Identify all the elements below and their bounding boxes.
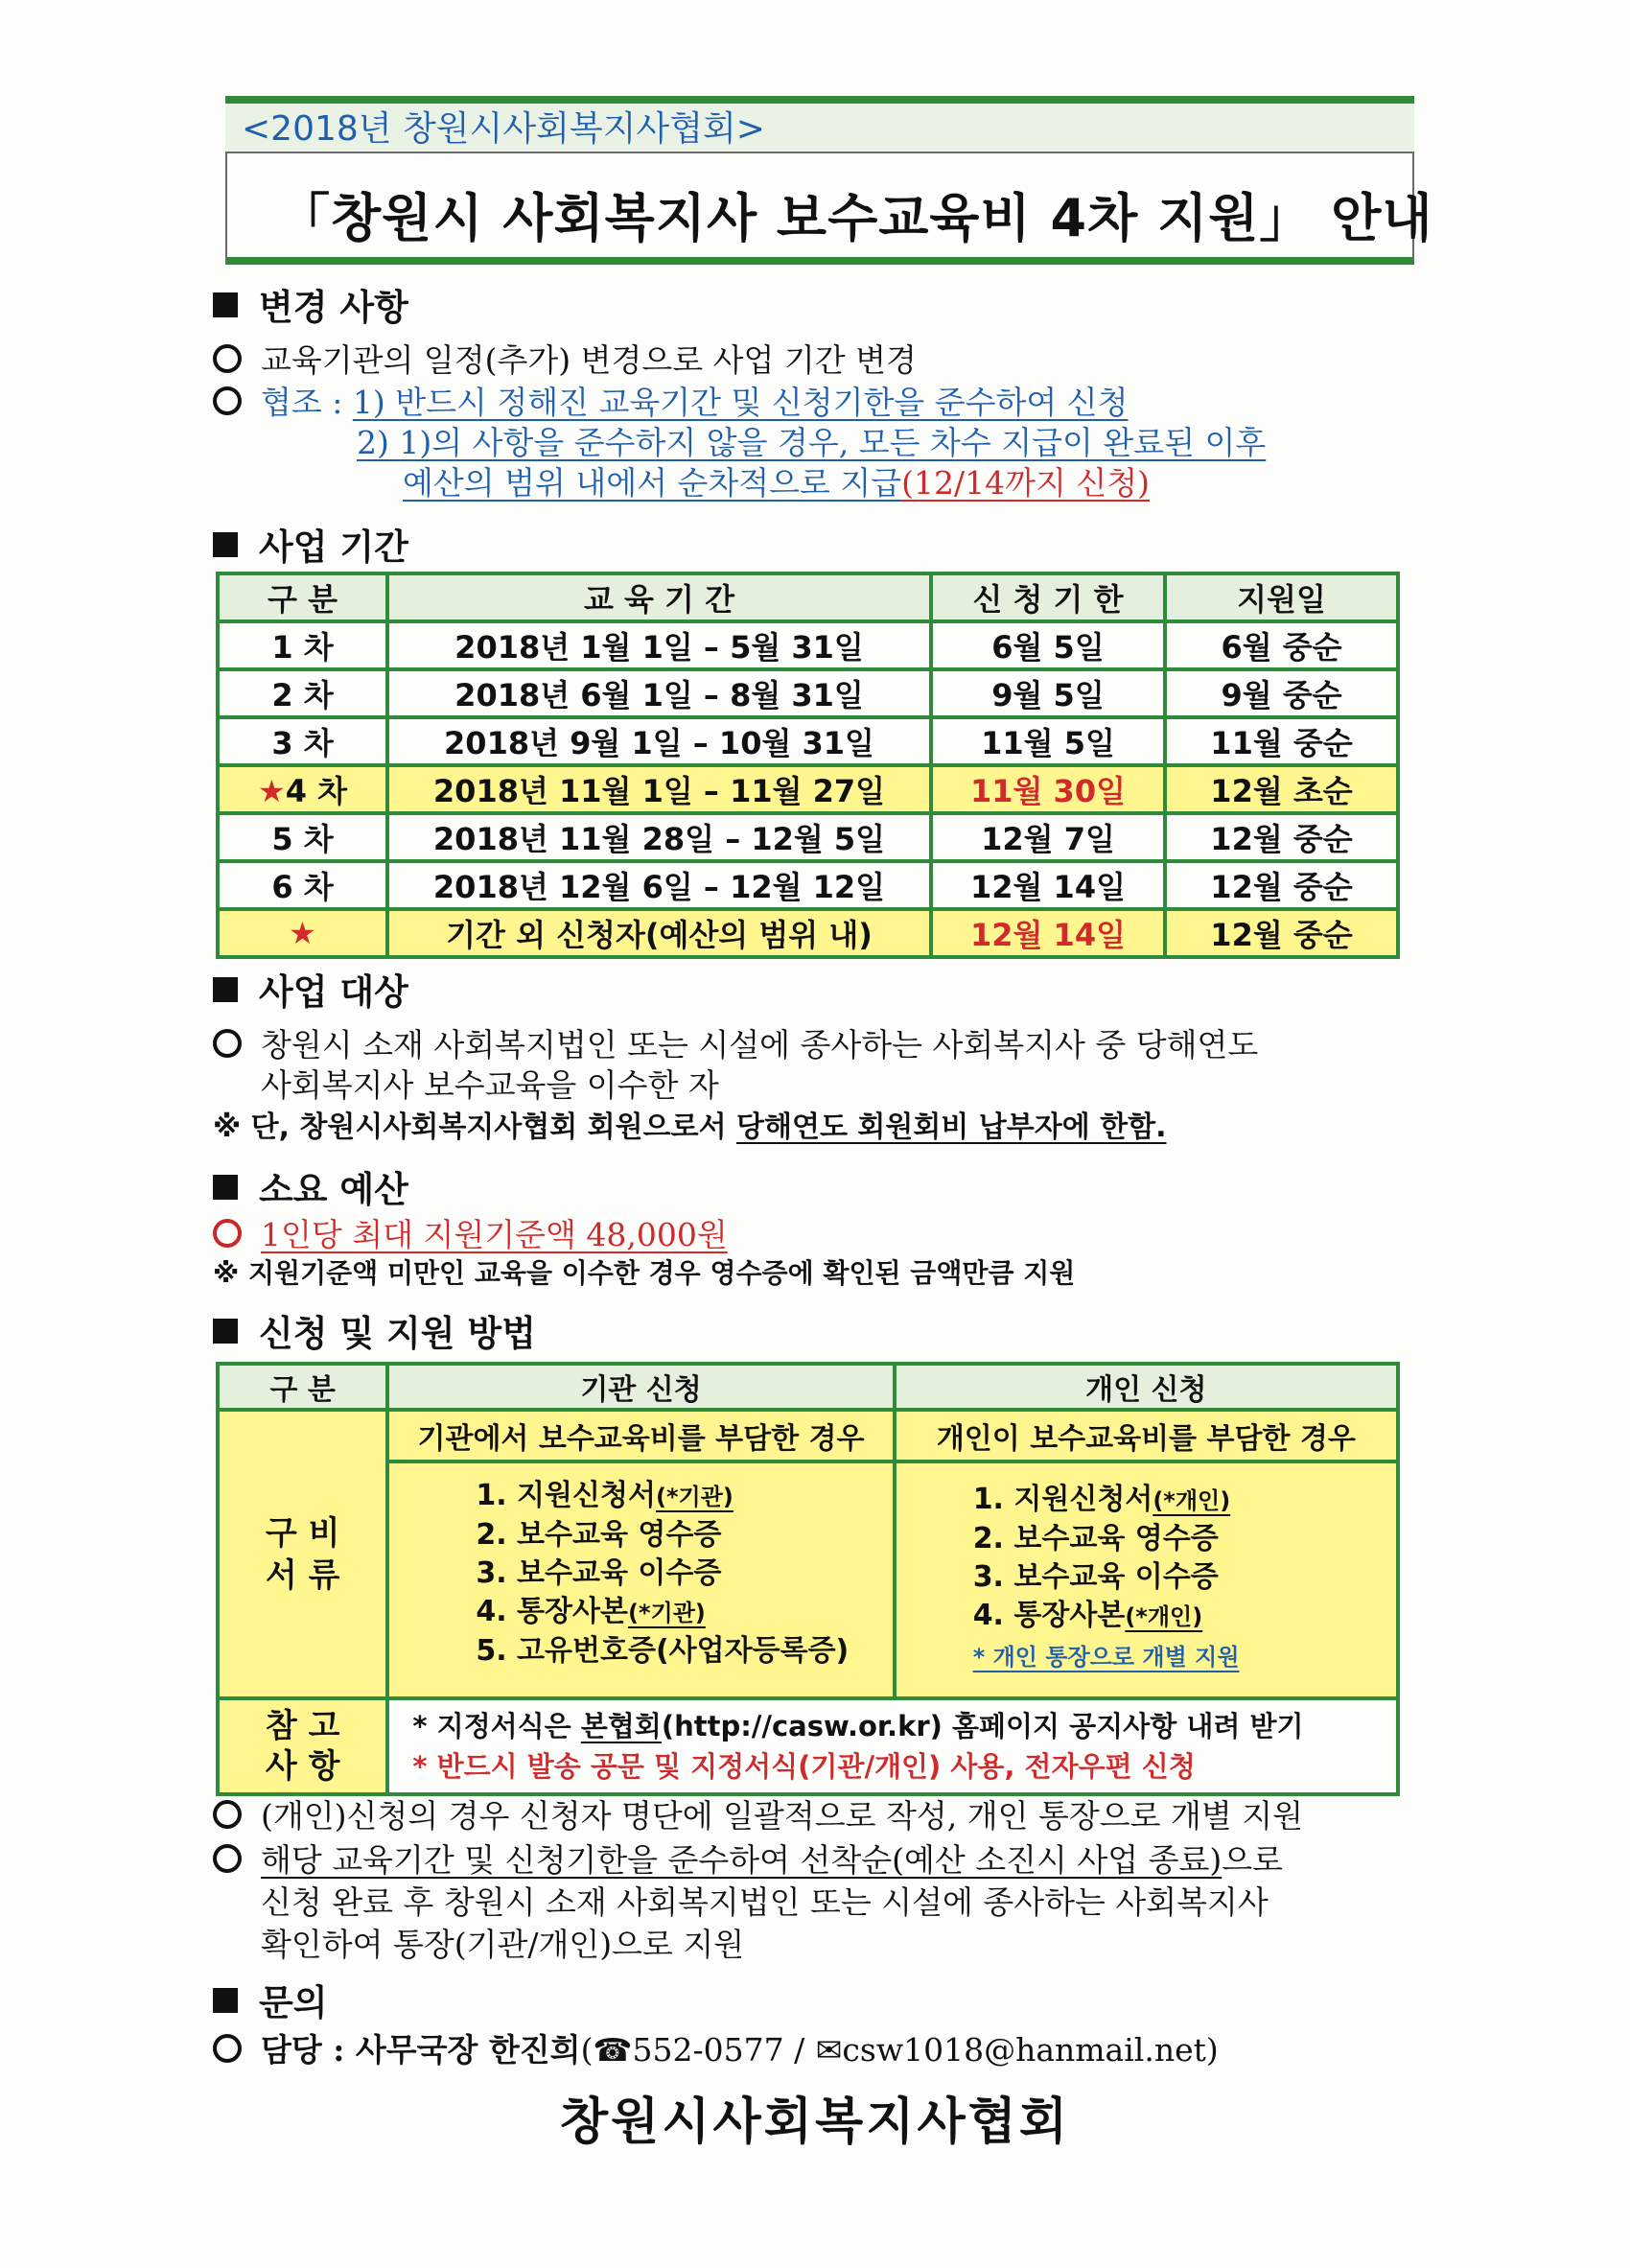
doc-item-label: 4. 통장사본 [476, 1595, 628, 1628]
circle-bullet-icon [213, 386, 242, 415]
note-line-2 [213, 1835, 1283, 1881]
target-note-text: ※ 단, 창원시사회복지사협회 회원으로서 [213, 1111, 737, 1144]
period-support: 9월 중순 [1165, 669, 1398, 717]
note-emphasis: 해당 교육기간 및 신청기한을 준수하여 선착순(예산 소진시 사업 종료) [261, 1841, 1222, 1879]
period-row [218, 813, 1398, 861]
circle-bullet-icon [213, 1219, 242, 1248]
period-range: 기간 외 신청자(예산의 범위 내) [387, 909, 931, 957]
ref-content [387, 1698, 1398, 1794]
period-table-header [218, 573, 1398, 621]
coop-deadline: (12/14까지 신청) [901, 464, 1150, 502]
doc-item [476, 1516, 892, 1555]
doc-item [973, 1520, 1396, 1558]
period-round [218, 717, 387, 765]
period-support: 11월 중순 [1165, 717, 1398, 765]
budget-amount: 1인당 최대 지원기준액 48,000원 [261, 1216, 728, 1253]
square-bullet-icon [213, 292, 238, 317]
square-bullet-icon [213, 1988, 238, 2013]
ref-link-org: 본협회 [580, 1710, 662, 1742]
section-title: 문의 [259, 1982, 328, 2023]
period-round [218, 813, 387, 861]
section-title: 사업 기간 [259, 526, 408, 568]
docs-label-line-2: 서 류 [265, 1555, 340, 1595]
period-deadline: 9월 5일 [931, 669, 1165, 717]
changes-coop-1 [213, 378, 1129, 423]
ref-label [218, 1698, 387, 1794]
doc-item-note: (*개인) [1125, 1603, 1203, 1630]
section-period-heading [213, 518, 408, 570]
period-support: 6월 중순 [1165, 621, 1398, 669]
period-round [218, 909, 387, 957]
doc-item-label: 5. 고유번호증(사업자등록증) [476, 1634, 850, 1668]
square-bullet-icon [213, 1319, 238, 1344]
coop-label: 협조 : [261, 384, 343, 421]
period-support: 12월 초순 [1165, 765, 1398, 813]
period-support: 12월 중순 [1165, 909, 1398, 957]
method-row-doc-list [218, 1461, 1398, 1698]
method-table [216, 1362, 1400, 1796]
period-row [218, 861, 1398, 909]
period-row [218, 717, 1398, 765]
footer-org-name: 창원시사회복지사협회 [559, 2093, 1071, 2151]
period-row [218, 621, 1398, 669]
target-note-emphasis: 당해연도 회원회비 납부자에 한함. [736, 1111, 1167, 1144]
ref-line-2: * 반드시 발송 공문 및 지정서식(기관/개인) 사용, 전자우편 신청 [412, 1750, 1196, 1783]
doc-item-label: 2. 보수교육 영수증 [476, 1518, 722, 1552]
round-label: 3 차 [271, 725, 334, 761]
doc-item-label: 3. 보수교육 이수증 [972, 1560, 1219, 1594]
page-title: 「창원시 사회복지사 보수교육비 4차 지원」 안내 [278, 188, 1433, 248]
ind-case: 개인이 보수교육비를 부담한 경우 [895, 1410, 1398, 1461]
section-method-heading [213, 1304, 536, 1356]
section-title: 소요 예산 [259, 1169, 408, 1210]
doc-item [476, 1555, 892, 1593]
col-period: 교 육 기 간 [387, 573, 931, 621]
period-round [218, 621, 387, 669]
section-title: 변경 사항 [259, 287, 408, 328]
doc-item-label: 3. 보수교육 이수증 [476, 1556, 722, 1590]
changes-coop-3 [403, 458, 1150, 503]
star-icon: ★ [289, 915, 316, 951]
period-row [218, 669, 1398, 717]
doc-item [476, 1593, 892, 1632]
square-bullet-icon [213, 532, 238, 557]
doc-item-label: 2. 보수교육 영수증 [972, 1522, 1219, 1555]
coop-item-1: 1) 반드시 정해진 교육기간 및 신청기한을 준수하여 신청 [352, 384, 1129, 421]
changes-coop-2: 2) 1)의 사항을 준수하지 않을 경우, 모든 차수 지급이 완료된 이후 [357, 424, 1267, 461]
method-row-ref [218, 1698, 1398, 1794]
period-range: 2018년 6월 1일 – 8월 31일 [387, 669, 931, 717]
period-deadline: 11월 30일 [931, 765, 1165, 813]
docs-label-line-1: 구 비 [265, 1513, 340, 1553]
note-line-4: 확인하여 통장(기관/개인)으로 지원 [261, 1926, 745, 1963]
ref-line-1 [412, 1706, 1396, 1746]
note-line-3: 신청 완료 후 창원시 소재 사회복지법인 또는 시설에 종사하는 사회복지사 [261, 1883, 1269, 1921]
budget-line-1 [213, 1210, 728, 1255]
changes-text: 교육기관의 일정(추가) 변경으로 사업 기간 변경 [261, 341, 917, 379]
doc-item [476, 1477, 892, 1516]
circle-bullet-icon [213, 2034, 242, 2063]
period-row [218, 909, 1398, 957]
round-label: 5 차 [271, 821, 334, 857]
period-support: 12월 중순 [1165, 861, 1398, 909]
ref-text: * 지정서식은 [412, 1710, 581, 1742]
ind-docs-list [973, 1481, 1396, 1636]
org-docs-cell [387, 1461, 894, 1698]
ind-docs-cell [895, 1461, 1398, 1698]
doc-item-note: (*기관) [655, 1484, 734, 1510]
header-subtitle: <2018년 창원시사회복지사협회> [242, 109, 765, 149]
circle-bullet-icon [213, 1844, 242, 1873]
period-range: 2018년 12월 6일 – 12월 12일 [387, 861, 931, 909]
round-label: 6 차 [271, 869, 334, 905]
budget-note: ※ 지원기준액 미만인 교육을 이수한 경우 영수증에 확인된 금액만큼 지원 [213, 1257, 1076, 1289]
period-range: 2018년 11월 28일 – 12월 5일 [387, 813, 931, 861]
period-deadline: 6월 5일 [931, 621, 1165, 669]
doc-item [476, 1632, 892, 1671]
ind-docs-note: * 개인 통장으로 개별 지원 [972, 1644, 1240, 1671]
method-table-header [218, 1364, 1398, 1410]
docs-label [218, 1410, 387, 1698]
square-bullet-icon [213, 1175, 238, 1200]
ref-label-line-1: 참 고 [265, 1707, 340, 1745]
target-note [213, 1103, 1166, 1145]
circle-bullet-icon [213, 1800, 242, 1829]
target-text: 창원시 소재 사회복지법인 또는 시설에 종사하는 사회복지사 중 당해연도 [261, 1026, 1259, 1064]
changes-line-1 [213, 336, 917, 381]
col-support: 지원일 [1165, 573, 1398, 621]
col-deadline: 신 청 기 한 [931, 573, 1165, 621]
round-label: 2 차 [271, 677, 334, 713]
doc-item-note: (*기관) [627, 1600, 706, 1626]
period-round [218, 765, 387, 813]
contact-phone: (☎552-0577 / [580, 2031, 805, 2069]
section-target-heading [213, 963, 408, 1015]
col-individual: 개인 신청 [895, 1364, 1398, 1410]
ref-text-url: (http://casw.or.kr) 홈페이지 공지사항 내려 받기 [661, 1710, 1304, 1742]
period-deadline: 12월 14일 [931, 909, 1165, 957]
period-table [216, 572, 1400, 959]
col-category: 구 분 [218, 1364, 387, 1410]
section-budget-heading [213, 1160, 408, 1212]
period-deadline: 12월 7일 [931, 813, 1165, 861]
doc-item-note: (*개인) [1153, 1487, 1231, 1514]
section-title: 사업 대상 [259, 971, 408, 1013]
note-line-1 [213, 1791, 1303, 1836]
ref-label-line-2: 사 항 [265, 1747, 340, 1786]
section-title: 신청 및 지원 방법 [259, 1313, 536, 1354]
round-label: 4 차 [285, 773, 348, 809]
period-round [218, 861, 387, 909]
doc-item [973, 1597, 1396, 1636]
doc-item-label: 1. 지원신청서 [476, 1479, 656, 1512]
circle-bullet-icon [213, 1029, 242, 1058]
period-round [218, 669, 387, 717]
contact-line [213, 2025, 1219, 2070]
doc-item [973, 1481, 1396, 1520]
section-changes-heading [213, 278, 408, 330]
period-range: 2018년 1월 1일 – 5월 31일 [387, 621, 931, 669]
doc-item-label: 4. 통장사본 [972, 1599, 1126, 1632]
period-deadline: 12월 14일 [931, 861, 1165, 909]
target-line-2: 사회복지사 보수교육을 이수한 자 [261, 1066, 719, 1104]
period-support: 12월 중순 [1165, 813, 1398, 861]
contact-email[interactable]: ✉csw1018@hanmail.net) [815, 2031, 1219, 2069]
org-case: 기관에서 보수교육비를 부담한 경우 [387, 1410, 894, 1461]
square-bullet-icon [213, 977, 238, 1002]
doc-item-label: 1. 지원신청서 [972, 1483, 1153, 1516]
section-contact-heading [213, 1974, 327, 2025]
round-label: 1 차 [271, 629, 334, 666]
star-icon: ★ [258, 773, 286, 809]
col-org: 기관 신청 [387, 1364, 894, 1410]
period-row [218, 765, 1398, 813]
period-range: 2018년 9월 1일 – 10월 31일 [387, 717, 931, 765]
note-text: (개인)신청의 경우 신청자 명단에 일괄적으로 작성, 개인 통장으로 개별 지원 [261, 1797, 1303, 1835]
target-line-1 [213, 1020, 1258, 1065]
org-docs-list [476, 1477, 892, 1671]
period-range: 2018년 11월 1일 – 11월 27일 [387, 765, 931, 813]
doc-item [973, 1558, 1396, 1597]
coop-item-3: 예산의 범위 내에서 순차적으로 지급 [403, 464, 902, 502]
circle-bullet-icon [213, 344, 242, 373]
col-round: 구 분 [218, 573, 387, 621]
note-text: 으로 [1222, 1841, 1284, 1879]
contact-person: 담당 : 사무국장 한진희 [261, 2031, 581, 2069]
period-deadline: 11월 5일 [931, 717, 1165, 765]
method-row-docs [218, 1410, 1398, 1461]
